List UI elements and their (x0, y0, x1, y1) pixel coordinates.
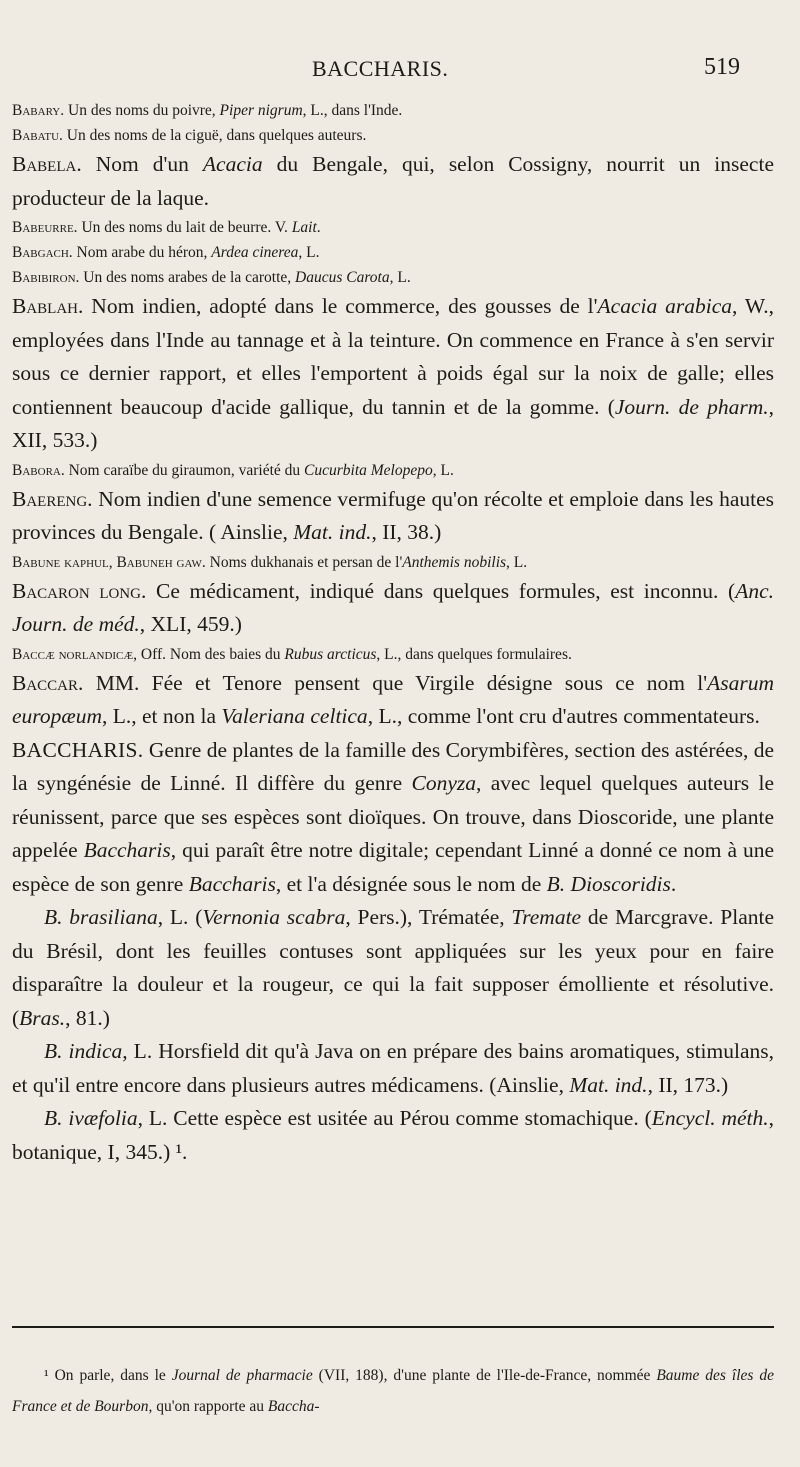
entry-headword: BACCHARIS. (12, 737, 144, 762)
entry-italic: Asarum europæum (12, 670, 774, 728)
entry-text: , XII, 533.) (12, 394, 774, 452)
footnote-text: , qu'on rapporte au (148, 1397, 268, 1415)
entry-headword: Babune kaphul, Babuneh gaw. (12, 553, 206, 571)
entry-headword: Babeurre. (12, 219, 78, 236)
entry-italic: Mat. ind. (569, 1072, 648, 1097)
entry-text: Genre de plantes de la famille des Corymbifères, section des astérées, de la syngénésie de Linné. Il diffère du genre (12, 737, 774, 795)
species-name: B. brasiliana (44, 905, 158, 929)
entry-text: , L. (506, 553, 528, 571)
entry-headword: Babary. (12, 102, 65, 119)
entry-italic: B. Dioscoridis (546, 871, 671, 896)
entry-text: MM. Fée et Tenore pensent que Virgile désigne sous ce nom l' (83, 670, 708, 695)
entry-italic: Bras. (19, 1005, 66, 1030)
entry-text: Un des noms du lait de beurre. V. (77, 219, 292, 236)
entry-italic: Vernonia scabra (202, 905, 346, 929)
entry-b-ivaefolia (12, 1102, 774, 1169)
entry-text: , qui paraît être notre digitale; cependant Linné a donné ce nom à une espèce de son genre (12, 838, 774, 896)
species-name: B. indica (44, 1039, 123, 1063)
entry-text: , L. (432, 461, 454, 479)
entry-text: Un des noms de la ciguë, dans quelques auteurs. (62, 127, 367, 144)
entry-headword: Bablah. (12, 294, 84, 318)
entry-b-brasiliana (12, 901, 774, 1035)
entry-bablah (12, 290, 774, 458)
entry-text: , L., et non la (101, 704, 222, 728)
entry-text: Ce médicament, indiqué dans quelques formules, est inconnu. ( (146, 578, 736, 603)
entry-text: de Marcgrave. Plante du Brésil, dont les feuilles contuses sont appliquées sur les yeux pour en faire disparaître la douleur et la rougeur, ce qui la fait supposer émolliente et résolutive. ( (12, 905, 775, 1030)
entry-headword: Baccæ norlandicæ, (12, 645, 138, 663)
entry-text: , L. (298, 244, 320, 261)
entry-babgach (12, 240, 774, 265)
entry-text: , et l'a désignée sous le nom de (275, 871, 547, 896)
entry-italic: Journ. de pharm. (614, 394, 769, 419)
entry-text: , botanique, I, 345.) ¹. (12, 1106, 774, 1164)
entry-text: , W., employées dans l'Inde au tannage et à la teinture. On commence en France à s'en servir sous ce dernier rapport, et elles l'emportent à poids égal sur la noix de galle; elles contiennent beaucoup d'acide gallique, du tannin et de la gomme. ( (12, 294, 774, 419)
entry-italic: Mat. ind. (293, 520, 372, 544)
footnote-italic: Baume des îles de France et de Bourbon (12, 1366, 774, 1415)
entry-italic: Ardea cinerea (211, 244, 299, 261)
entry-text: , L. Horsfield dit qu'à Java on en prépare des bains aromatiques, stimulans, et qu'il entre encore dans plusieurs autres médicamens. (Ainslie, (12, 1039, 774, 1097)
entry-text: , L., dans l'Inde. (302, 102, 403, 119)
footnote-divider (12, 1326, 774, 1328)
entry-babune (12, 550, 774, 575)
entry-text: . (316, 219, 321, 236)
footnote (12, 1360, 774, 1422)
entry-italic: Encycl. méth. (651, 1106, 769, 1130)
entry-text: Nom indien d'une semence vermifuge qu'on récolte et emploie dans les hautes provinces du Bengale. ( Ainslie, (12, 486, 774, 544)
entry-italic: Baccharis (83, 838, 171, 862)
entry-italic: Acacia (202, 152, 263, 176)
dictionary-entries (12, 98, 774, 1169)
entry-headword: Bacaron long. (12, 578, 147, 603)
entry-text: , L. Cette espèce est usitée au Pérou comme stomachique. ( (137, 1106, 652, 1130)
entry-italic: Valeriana celtica (221, 704, 368, 728)
entry-text: Nom indien, adopté dans le commerce, des gousses de l' (83, 294, 598, 318)
page-header (0, 56, 800, 92)
entry-baccae (12, 642, 774, 667)
footnote-italic: Journal de pharmacie (171, 1366, 313, 1384)
entry-text: , II, 173.) (647, 1072, 729, 1097)
entry-italic: Piper nigrum (219, 102, 303, 119)
entry-babela (12, 148, 774, 215)
entry-text: du Bengale, qui, selon Cossigny, nourrit un insecte producteur de la laque. (12, 152, 774, 210)
entry-italic: Acacia arabica (597, 294, 733, 318)
entry-text: . (670, 871, 677, 896)
entry-text: , L., comme l'ont cru d'autres commentateurs. (367, 704, 760, 728)
entry-text: , L. (389, 269, 411, 286)
entry-italic: Anc. Journ. de méd. (12, 578, 774, 636)
footnote-italic: Baccha- (267, 1397, 320, 1415)
footnote-text: (VII, 188), d'une plante de l'Ile-de-France, nommée (312, 1366, 657, 1384)
entry-babeurre (12, 215, 774, 240)
entry-italic: Lait (291, 219, 317, 236)
entry-text: Un des noms du poivre, (64, 102, 220, 119)
entry-text: Nom d'un (81, 152, 203, 176)
entry-text: , avec lequel quelques auteurs le réunissent, parce que ses espèces sont dioïques. On trouve, dans Dioscoride, une plante appelée (12, 771, 774, 862)
entry-b-indica (12, 1035, 774, 1102)
entry-italic: Cucurbita Melopepo (304, 461, 433, 479)
entry-headword: Babibiron. (12, 269, 80, 286)
entry-italic: Baccharis (188, 871, 276, 896)
entry-text: Nom arabe du héron, (72, 244, 212, 261)
entry-headword: Babatu. (12, 127, 63, 144)
entry-headword: Baereng. (12, 486, 93, 511)
footnote-text: ¹ On parle, dans le (44, 1366, 172, 1384)
entry-headword: Baccar. (12, 670, 84, 695)
entry-baereng (12, 483, 774, 550)
entry-text: , II, 38.) (371, 520, 442, 544)
entry-text: , Pers.), Trématée, (345, 905, 512, 929)
entry-text: Off. Nom des baies du (137, 645, 285, 663)
species-name: B. ivæfolia (44, 1106, 138, 1130)
entry-baccharis (12, 734, 774, 902)
entry-italic: Daucus Carota (295, 269, 390, 286)
entry-headword: Babora. (12, 461, 65, 479)
entry-baccar (12, 667, 774, 734)
entry-text: Nom caraïbe du giraumon, variété du (64, 461, 305, 479)
entry-babora (12, 458, 774, 483)
entry-text: , L. ( (157, 905, 203, 929)
entry-text: Noms dukhanais et persan de l' (205, 553, 403, 571)
entry-text: , L., dans quelques formulaires. (376, 645, 572, 663)
entry-italic: Anthemis nobilis (402, 553, 507, 571)
running-head: BACCHARIS. (312, 56, 449, 81)
entry-headword: Babela. (12, 152, 82, 176)
entry-babary (12, 98, 774, 123)
page-number: 519 (704, 54, 740, 80)
entry-italic: Conyza (411, 771, 477, 795)
entry-bacaron (12, 575, 774, 642)
entry-text: Un des noms arabes de la carotte, (79, 269, 296, 286)
entry-babatu (12, 123, 774, 148)
entry-italic: Rubus arcticus (284, 645, 377, 663)
entry-text: , 81.) (65, 1005, 110, 1030)
entry-babibiron (12, 265, 774, 290)
entry-headword: Babgach. (12, 244, 73, 261)
entry-italic: Tremate (511, 905, 582, 929)
entry-text: , XLI, 459.) (139, 612, 242, 636)
